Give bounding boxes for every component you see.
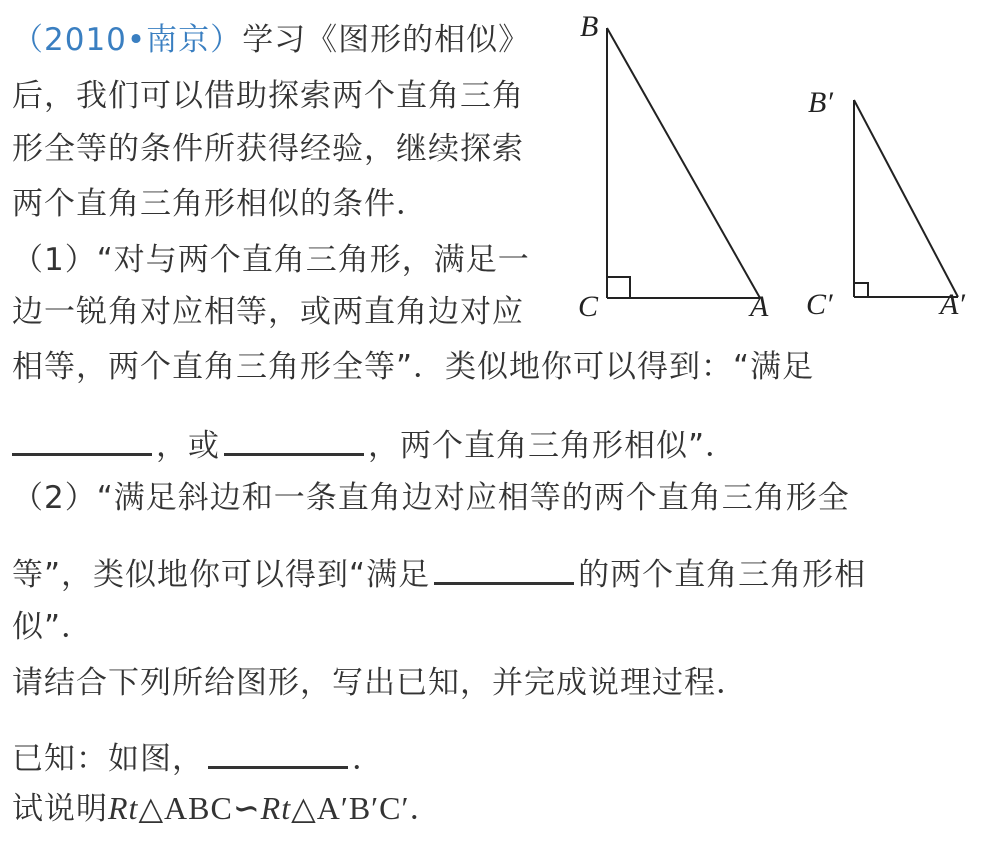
prove-statement [108, 790, 410, 826]
triangles-figure [570, 0, 986, 330]
answer-blank-1[interactable] [12, 423, 152, 456]
part1-line-2: 边一锐角对应相等，或两直角边对应 [12, 294, 524, 330]
answer-blank-4[interactable] [208, 736, 348, 769]
given-end: ． [352, 741, 384, 777]
problem-source: （2010•南京） [12, 22, 243, 58]
label-a: A [750, 290, 769, 323]
label-b-prime: B′ [808, 86, 833, 119]
instruction-line: 请结合下列所给图形，写出已知，并完成说理过程． [12, 665, 748, 701]
prove-line [12, 788, 442, 829]
part2-line-3: 似”． [12, 609, 94, 645]
rt-1: Rt [108, 790, 139, 826]
part2-line-2 [12, 552, 866, 595]
right-angle-mark-c [607, 277, 630, 298]
small-triangle [854, 100, 958, 297]
label-c-prime: C′ [806, 288, 833, 321]
large-triangle [607, 28, 760, 298]
rt-2: Rt [260, 790, 292, 826]
intro-text-1: 学习《图形的相似》 [242, 22, 531, 58]
prove-end: ． [409, 791, 442, 827]
given-line [12, 736, 384, 779]
label-a-prime: A′ [940, 288, 965, 321]
intro-line-1 [12, 20, 530, 60]
part1-line-3: 相等，两个直角三角形全等”．类似地你可以得到：“满足 [12, 349, 815, 385]
triangle-abc: △ABC [138, 790, 233, 826]
answer-blank-2[interactable] [224, 423, 364, 456]
given-label: 已知：如图， [12, 741, 204, 777]
part1-blanks-line [12, 423, 737, 466]
part2-text-a: 等”，类似地你可以得到“满足 [12, 557, 431, 593]
triangle-a-prime-b-prime-c-prime: △A′B′C′ [291, 790, 410, 826]
part1-or: ，或 [156, 428, 220, 464]
intro-line-2: 后，我们可以借助探索两个直角三角 [12, 78, 524, 114]
part1-end: ，两个直角三角形相似”． [368, 428, 738, 464]
part2-text-b: 的两个直角三角形相 [578, 557, 867, 593]
prove-label: 试说明 [12, 791, 108, 827]
right-angle-mark-c-prime [854, 283, 868, 297]
label-c: C [578, 290, 599, 323]
similar-symbol: ∽ [232, 790, 261, 826]
intro-line-3: 形全等的条件所获得经验，继续探索 [12, 131, 524, 167]
label-b: B [580, 10, 599, 43]
intro-line-4: 两个直角三角形相似的条件． [12, 186, 428, 222]
part1-line-1: （1）“对与两个直角三角形，满足一 [12, 242, 530, 278]
edge-ab [607, 28, 760, 298]
answer-blank-3[interactable] [434, 552, 574, 585]
edge-a-prime-b-prime [854, 100, 958, 297]
part2-line-1: （2）“满足斜边和一条直角边对应相等的两个直角三角形全 [12, 480, 850, 516]
